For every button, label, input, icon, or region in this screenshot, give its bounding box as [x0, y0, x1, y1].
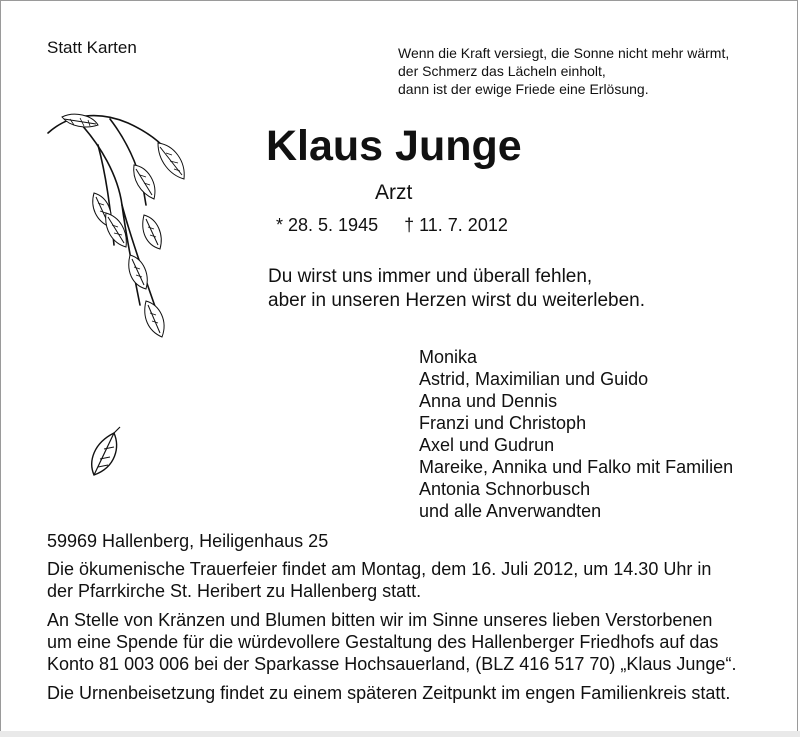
paragraph-line: An Stelle von Kränzen und Blumen bitten wir im Sinne unseres lieben Verstorbenen — [47, 610, 713, 630]
mourner: Astrid, Maximilian und Guido — [419, 369, 649, 389]
donation-paragraph — [47, 609, 759, 675]
bottom-edge — [0, 731, 800, 737]
mourner: Mareike, Annika und Falko mit Familien — [419, 457, 734, 477]
falling-leaf-icon — [84, 425, 130, 481]
address: 59969 Hallenberg, Heiligenhaus 25 — [47, 531, 329, 551]
life-dates — [276, 215, 508, 236]
statt-karten-label: Statt Karten — [47, 38, 137, 57]
mourner: und alle Anverwandten — [419, 501, 602, 521]
verse-line: Wenn die Kraft versiegt, die Sonne nicht mehr wärmt, — [398, 45, 730, 61]
birth-date: * 28. 5. 1945 — [276, 215, 379, 235]
deceased-name: Klaus Junge — [266, 122, 522, 170]
death-date: † 11. 7. 2012 — [404, 215, 508, 235]
mourners-list — [419, 346, 733, 522]
mourner: Axel und Gudrun — [419, 435, 555, 455]
paragraph-line: um eine Spende für die würdevollere Gestaltung des Hallenberger Friedhofs auf das — [47, 632, 719, 652]
verse — [398, 44, 729, 98]
mourner: Franzi und Christoph — [419, 413, 587, 433]
urn-burial-paragraph — [47, 682, 759, 704]
funeral-service-paragraph — [47, 558, 759, 602]
birch-branch-icon — [40, 105, 200, 355]
paragraph-line: der Pfarrkirche St. Heribert zu Hallenberg statt. — [47, 581, 422, 601]
mourner: Antonia Schnorbusch — [419, 479, 591, 499]
mourner: Anna und Dennis — [419, 391, 558, 411]
paragraph-line: Konto 81 003 006 bei der Sparkasse Hochsauerland, (BLZ 416 517 70) „Klaus Junge“. — [47, 654, 737, 674]
notice-paragraphs — [47, 558, 759, 711]
paragraph-line: Die Urnenbeisetzung findet zu einem späteren Zeitpunkt im engen Familienkreis statt. — [47, 683, 731, 703]
motto — [268, 265, 645, 313]
motto-line: aber in unseren Herzen wirst du weiterleben. — [268, 290, 646, 311]
paragraph-line: Die ökumenische Trauerfeier findet am Montag, dem 16. Juli 2012, um 14.30 Uhr in — [47, 559, 712, 579]
verse-line: der Schmerz das Lächeln einholt, — [398, 63, 606, 79]
motto-line: Du wirst uns immer und überall fehlen, — [268, 266, 593, 287]
verse-line: dann ist der ewige Friede eine Erlösung. — [398, 81, 649, 97]
mourner: Monika — [419, 347, 478, 367]
profession: Arzt — [375, 181, 413, 204]
